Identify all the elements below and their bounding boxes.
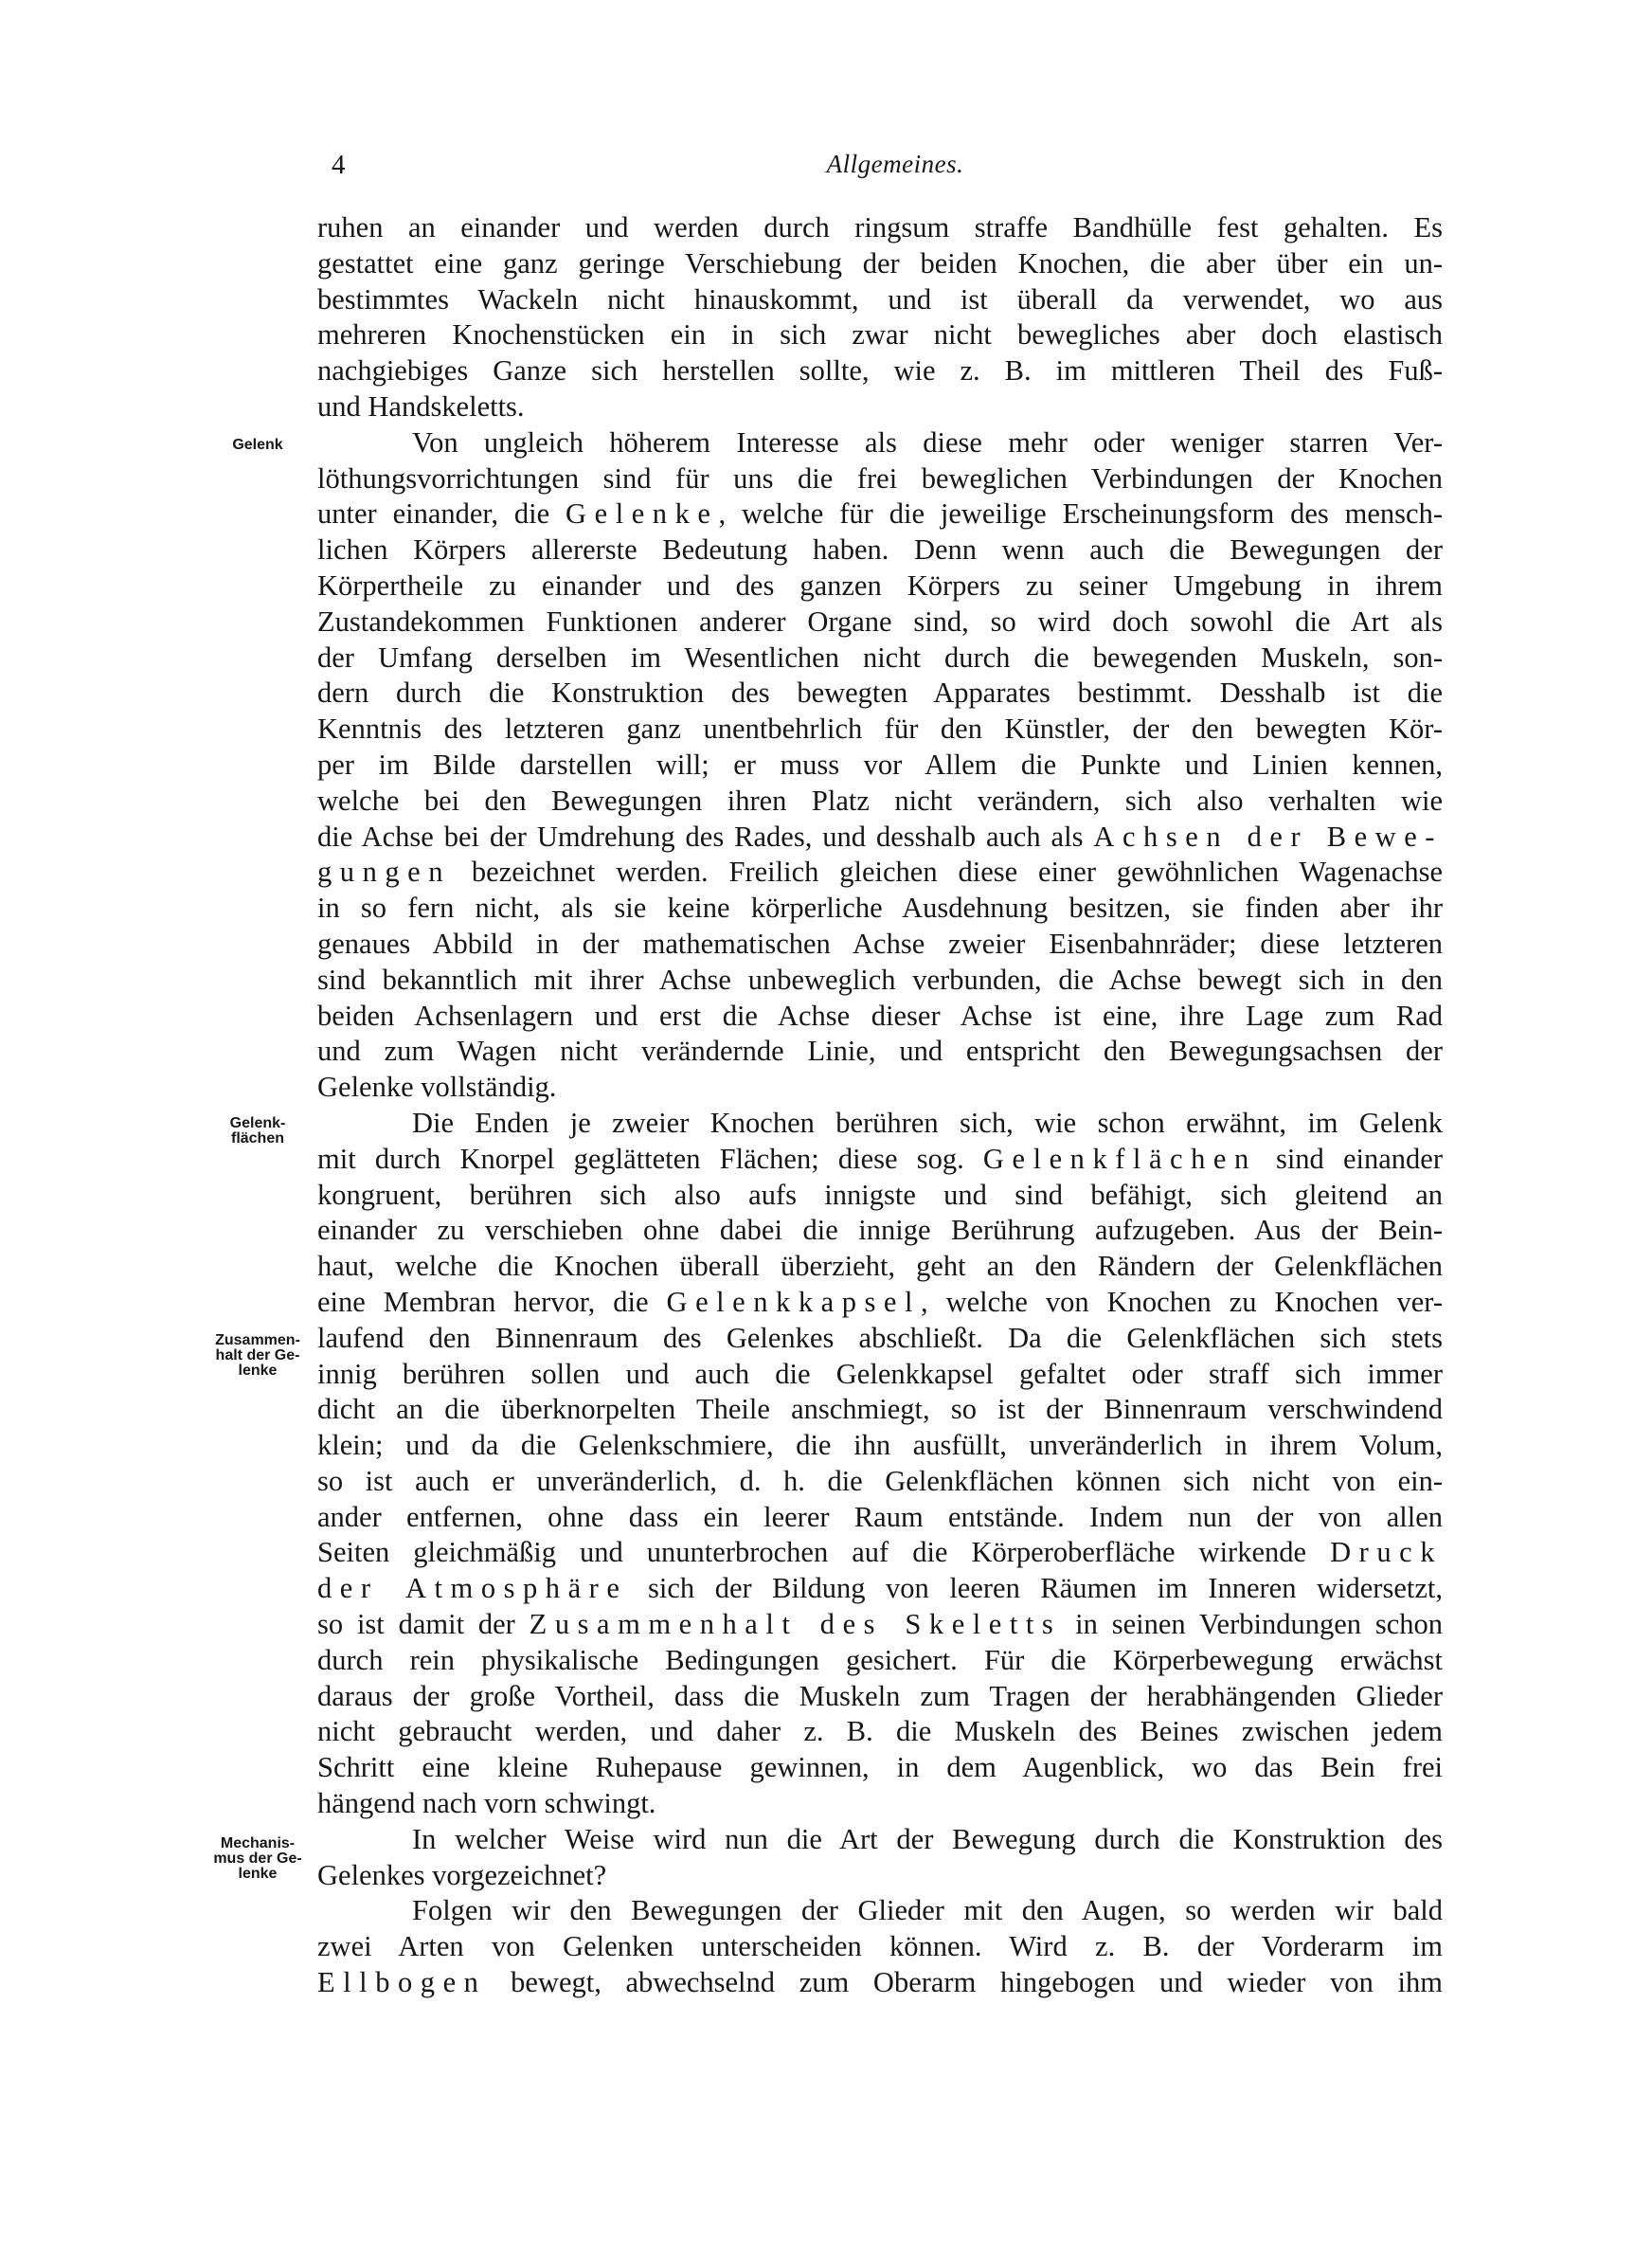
- emphasis-atmosphaere: der Atmosphäre: [317, 1572, 628, 1605]
- text-line: nicht gebraucht werden, und daher z. B. die Muskeln des Beines zwischen jedem: [317, 1715, 1443, 1748]
- text-line: löthungsvorrichtungen sind für uns die frei beweglichen Verbindungen der Knochen: [317, 461, 1443, 495]
- text-line: innig berühren sollen und auch die Gelenkkapsel gefaltet oder straff sich immer: [317, 1357, 1443, 1390]
- text-line: Die Enden je zweier Knochen berühren sich, wie schon erwähnt, im Gelenk: [412, 1106, 1443, 1139]
- text-line: gestattet eine ganz geringe Verschiebung der beiden Knochen, die aber über ein un-: [317, 246, 1443, 280]
- emphasis-gelenke: Gelenke: [566, 497, 719, 531]
- text-line: klein; und da die Gelenkschmiere, die ihn ausfüllt, unveränderlich in ihrem Volum,: [317, 1429, 1443, 1462]
- text-line: Schritt eine kleine Ruhepause gewinnen, in dem Augenblick, wo das Bein frei: [317, 1751, 1443, 1784]
- text-line: Körpertheile zu einander und des ganzen Körpers zu seiner Umgebung in ihrem: [317, 569, 1443, 602]
- text-line: genaues Abbild in der mathematischen Achse zweier Eisenbahnräder; diese letzteren: [317, 927, 1443, 960]
- text-line: mehreren Knochenstücken ein in sich zwar nicht bewegliches aber doch elastisch: [317, 318, 1443, 352]
- text-line: so ist damit der Zusammenhalt des Skeletts in seinen Verbindungen schon: [317, 1608, 1443, 1641]
- emphasis-gelenkkapsel: Gelenkkapsel: [666, 1285, 921, 1318]
- text-line: Folgen wir den Bewegungen der Glieder mit den Augen, so werden wir bald: [412, 1894, 1443, 1927]
- page-header: [332, 150, 1459, 188]
- text-line: eine Membran hervor, die Gelenkkapsel, welche von Knochen zu Knochen ver-: [317, 1285, 1443, 1318]
- text-line: mit durch Knorpel geglätteten Flächen; diese sog. Gelenkflächen sind einander: [317, 1142, 1443, 1175]
- margin-note-mechanismus: Mechanis- mus der Ge- lenke: [213, 1835, 302, 1882]
- text-line: dern durch die Konstruktion des bewegten Apparates bestimmt. Desshalb ist die: [317, 677, 1443, 710]
- text-line: einander zu verschieben ohne dabei die innige Berührung aufzugeben. Aus der Bein-: [317, 1214, 1443, 1247]
- text-line: beiden Achsenlagern und erst die Achse dieser Achse ist eine, ihre Lage zum Rad: [317, 999, 1443, 1032]
- text-line: daraus der große Vortheil, dass die Muskeln zum Tragen der herabhängenden Glieder: [317, 1679, 1443, 1712]
- text-line: nachgiebiges Ganze sich herstellen sollte, wie z. B. im mittleren Theil des Fuß-: [317, 354, 1443, 388]
- text-line: welche bei den Bewegungen ihren Platz nicht verändern, sich also verhalten wie: [317, 784, 1443, 817]
- text-line: lichen Körpers allererste Bedeutung haben. Denn wenn auch die Bewegungen der: [317, 533, 1443, 567]
- text-line: in so fern nicht, als sie keine körperliche Ausdehnung besitzen, sie finden aber ihr: [317, 892, 1443, 925]
- text-line: und Handskeletts.: [317, 389, 525, 423]
- text-line: Kenntnis des letzteren ganz unentbehrlich für den Künstler, der den bewegten Kör-: [317, 713, 1443, 746]
- text-line: ander entfernen, ohne dass ein leerer Raum entstände. Indem nun der von allen: [317, 1500, 1443, 1533]
- text-line: durch rein physikalische Bedingungen gesichert. Für die Körperbewegung erwächst: [317, 1643, 1443, 1676]
- text-line: laufend den Binnenraum des Gelenkes abschließt. Da die Gelenkflächen sich stets: [317, 1321, 1443, 1354]
- text-line: Gelenke vollständig.: [317, 1071, 557, 1104]
- text-line: Ellbogen bewegt, abwechselnd zum Oberarm hingebogen und wieder von ihm: [317, 1966, 1443, 1999]
- text-line: Zustandekommen Funktionen anderer Organe sind, so wird doch sowohl die Art als: [317, 605, 1443, 638]
- text-line: so ist auch er unveränderlich, d. h. die Gelenkflächen können sich nicht von ein-: [317, 1464, 1443, 1497]
- margin-note-gelenk: Gelenk: [232, 437, 283, 453]
- text-line: Gelenkes vorgezeichnet?: [317, 1858, 607, 1891]
- text-line: haut, welche die Knochen überall überzieht, geht an den Rändern der Gelenkflächen: [317, 1250, 1443, 1283]
- emphasis-zusammenhalt: Zusammenhalt des Skeletts: [529, 1608, 1062, 1641]
- running-title: Allgemeines.: [826, 150, 964, 178]
- text-line: hängend nach vorn schwingt.: [317, 1787, 656, 1820]
- text-line: per im Bilde darstellen will; er muss vor Allem die Punkte und Linien kennen,: [317, 748, 1443, 781]
- text-line: dicht an die überknorpelten Theile anschmiegt, so ist der Binnenraum verschwindend: [317, 1393, 1443, 1426]
- text-line: Seiten gleichmäßig und ununterbrochen auf die Körperoberfläche wirkende Druck: [317, 1536, 1443, 1569]
- emphasis-ellbogen: Ellbogen: [317, 1966, 487, 1999]
- text-line: und zum Wagen nicht verändernde Linie, und entspricht den Bewegungsachsen der: [317, 1035, 1443, 1068]
- text-line: sind bekanntlich mit ihrer Achse unbeweglich verbunden, die Achse bewegt sich in den: [317, 963, 1443, 996]
- emphasis-achsen: Achsen der Bewe-: [1093, 820, 1443, 853]
- page-number: 4: [332, 150, 346, 180]
- text-line: bestimmtes Wackeln nicht hinauskommt, und ist überall da verwendet, wo aus: [317, 282, 1443, 316]
- text-line: kongruent, berühren sich also aufs innigste und sind befähigt, sich gleitend an: [317, 1178, 1443, 1211]
- emphasis-gelenkflaechen: Gelenkflächen: [982, 1142, 1257, 1175]
- margin-note-zusammenhalt: Zusammen- halt der Ge- lenke: [215, 1332, 300, 1379]
- emphasis-druck: Druck: [1330, 1536, 1443, 1569]
- emphasis-gungen: gungen: [317, 856, 452, 889]
- text-line: der Atmosphäre sich der Bildung von leeren Räumen im Inneren widersetzt,: [317, 1572, 1443, 1605]
- body-text: [317, 210, 1443, 2001]
- text-line: gungen bezeichnet werden. Freilich gleichen diese einer gewöhnlichen Wagenachse: [317, 856, 1443, 889]
- margin-note-gelenkflaechen: Gelenk- flächen: [229, 1115, 286, 1147]
- text-line: unter einander, die Gelenke, welche für die jeweilige Erscheinungsform des mensch-: [317, 497, 1443, 531]
- text-line: der Umfang derselben im Wesentlichen nicht durch die bewegenden Muskeln, son-: [317, 641, 1443, 674]
- text-line: zwei Arten von Gelenken unterscheiden können. Wird z. B. der Vorderarm im: [317, 1930, 1443, 1963]
- text-line: ruhen an einander und werden durch ringsum straffe Bandhülle fest gehalten. Es: [317, 211, 1443, 244]
- text-line: die Achse bei der Umdrehung des Rades, und desshalb auch als Achsen der Bewe-: [317, 820, 1443, 853]
- text-line: Von ungleich höherem Interesse als diese mehr oder weniger starren Ver-: [412, 425, 1443, 459]
- text-line: In welcher Weise wird nun die Art der Bewegung durch die Konstruktion des: [412, 1822, 1443, 1855]
